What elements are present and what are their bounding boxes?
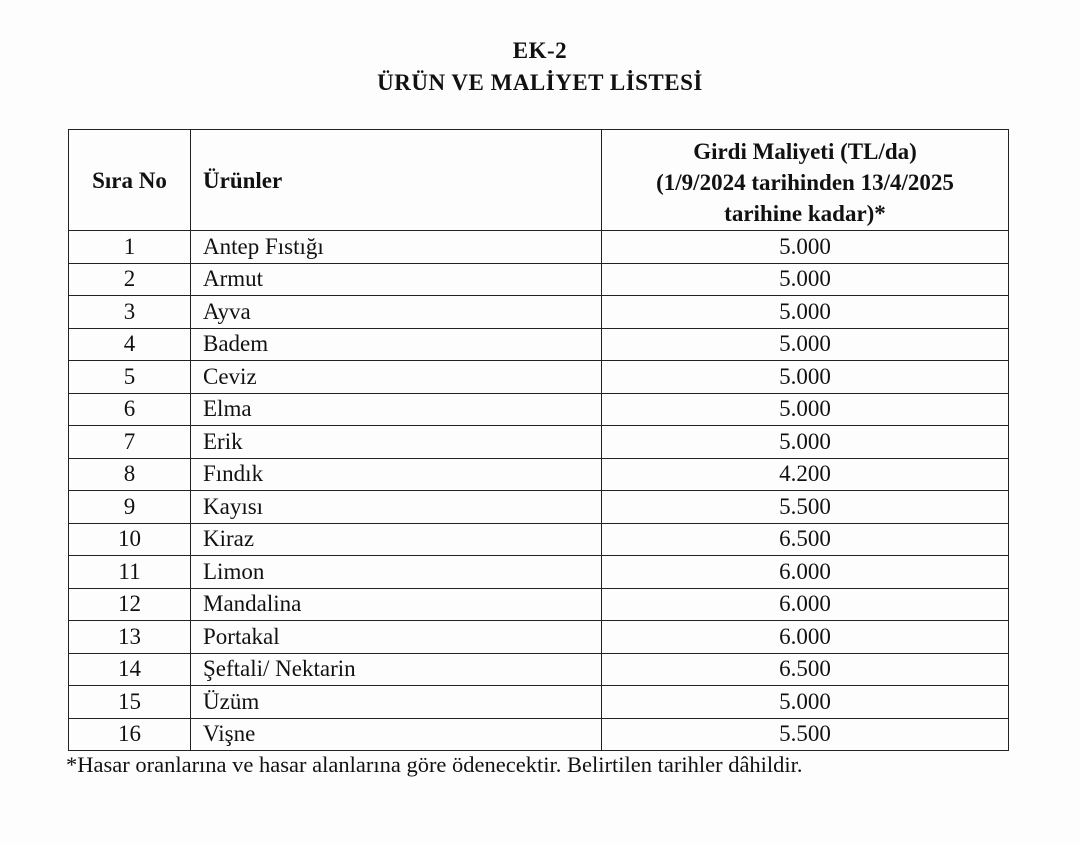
row-number: 1 [69, 231, 191, 264]
row-cost: 6.000 [602, 556, 1009, 589]
row-cost: 5.000 [602, 296, 1009, 329]
table-row [69, 491, 1009, 524]
row-number: 4 [69, 328, 191, 361]
row-number: 16 [69, 718, 191, 751]
row-product: Üzüm [191, 686, 602, 719]
header-cost-line-2: (1/9/2024 tarihinden 13/4/2025 [656, 169, 954, 195]
row-number: 12 [69, 588, 191, 621]
header-cost-line-3: tarihine kadar)* [724, 200, 886, 226]
row-cost: 4.200 [602, 458, 1009, 491]
row-cost: 5.500 [602, 718, 1009, 751]
row-cost: 5.000 [602, 263, 1009, 296]
row-product: Erik [191, 426, 602, 459]
footnote: *Hasar oranlarına ve hasar alanlarına göre ödenecektir. Belirtilen tarihler dâhildir. [66, 752, 803, 777]
row-cost: 5.000 [602, 426, 1009, 459]
row-number: 2 [69, 263, 191, 296]
row-product: Fındık [191, 458, 602, 491]
row-number: 9 [69, 491, 191, 524]
table-row [69, 231, 1009, 264]
table-row [69, 718, 1009, 751]
table-row [69, 296, 1009, 329]
table-row [69, 328, 1009, 361]
table-header [69, 130, 1009, 231]
row-cost: 6.500 [602, 523, 1009, 556]
table-row [69, 621, 1009, 654]
row-cost: 5.500 [602, 491, 1009, 524]
row-number: 15 [69, 686, 191, 719]
row-product: Badem [191, 328, 602, 361]
row-product: Ayva [191, 296, 602, 329]
header-urunler: Ürünler [191, 130, 602, 231]
row-product: Antep Fıstığı [191, 231, 602, 264]
row-product: Kiraz [191, 523, 602, 556]
table-row [69, 361, 1009, 394]
header-cost-line-1: Girdi Maliyeti (TL/da) [693, 138, 917, 164]
document-title: ÜRÜN VE MALİYET LİSTESİ [377, 70, 703, 95]
row-cost: 5.000 [602, 231, 1009, 264]
table-row [69, 686, 1009, 719]
row-product: Ceviz [191, 361, 602, 394]
row-product: Kayısı [191, 491, 602, 524]
table-row [69, 458, 1009, 491]
table-row [69, 263, 1009, 296]
row-number: 5 [69, 361, 191, 394]
table-row [69, 393, 1009, 426]
row-product: Mandalina [191, 588, 602, 621]
row-cost: 6.500 [602, 653, 1009, 686]
table-row [69, 426, 1009, 459]
row-product: Vişne [191, 718, 602, 751]
row-product: Limon [191, 556, 602, 589]
header-sira-no: Sıra No [69, 130, 191, 231]
row-cost: 6.000 [602, 588, 1009, 621]
row-cost: 5.000 [602, 361, 1009, 394]
table-row [69, 523, 1009, 556]
product-cost-table [68, 129, 1009, 751]
row-product: Armut [191, 263, 602, 296]
row-product: Elma [191, 393, 602, 426]
row-cost: 5.000 [602, 328, 1009, 361]
table-body [69, 231, 1009, 751]
row-number: 14 [69, 653, 191, 686]
row-cost: 5.000 [602, 393, 1009, 426]
table-row [69, 588, 1009, 621]
header-row [69, 130, 1009, 231]
row-product: Şeftali/ Nektarin [191, 653, 602, 686]
table-row [69, 653, 1009, 686]
row-number: 13 [69, 621, 191, 654]
row-number: 10 [69, 523, 191, 556]
row-cost: 5.000 [602, 686, 1009, 719]
row-number: 11 [69, 556, 191, 589]
row-number: 7 [69, 426, 191, 459]
header-girdi-maliyeti [602, 130, 1009, 231]
row-product: Portakal [191, 621, 602, 654]
row-number: 6 [69, 393, 191, 426]
row-number: 8 [69, 458, 191, 491]
document-code: EK-2 [512, 38, 568, 63]
row-cost: 6.000 [602, 621, 1009, 654]
table-row [69, 556, 1009, 589]
row-number: 3 [69, 296, 191, 329]
